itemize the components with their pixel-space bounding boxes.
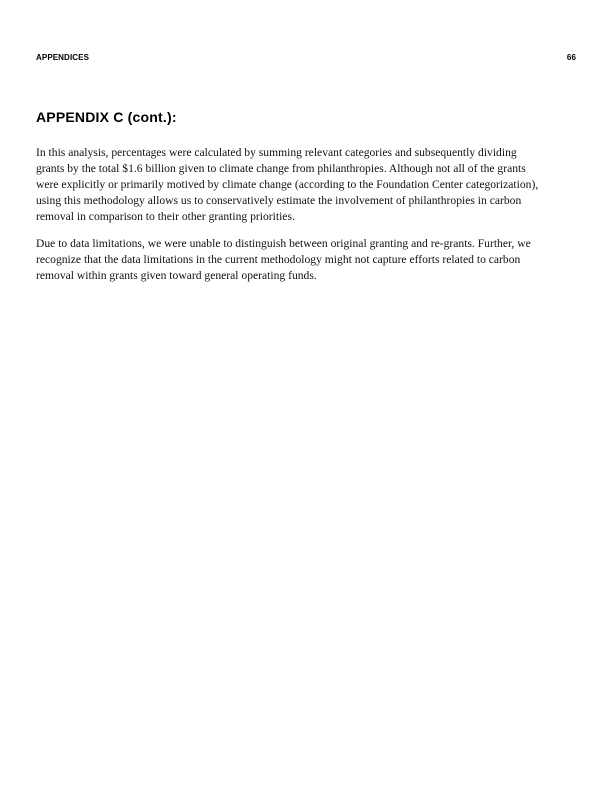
page-number: 66 bbox=[566, 53, 576, 62]
running-header-section: APPENDICES bbox=[36, 53, 90, 62]
text-line: removal in comparison to their other granting priorities. bbox=[36, 210, 295, 223]
paragraph-limitations bbox=[36, 236, 596, 284]
text-line: recognize that the data limitations in the current methodology might not capture efforts related to carbon bbox=[36, 253, 521, 266]
text-line: In this analysis, percentages were calculated by summing relevant categories and subsequently dividing bbox=[36, 146, 517, 159]
page-title: APPENDIX C (cont.): bbox=[36, 109, 177, 125]
paragraph-methodology bbox=[36, 145, 596, 225]
text-line: grants by the total $1.6 billion given to climate change from philanthropies. Although not all of the grants bbox=[36, 162, 526, 175]
text-line: Due to data limitations, we were unable to distinguish between original granting and re-grants. Further, we bbox=[36, 237, 531, 250]
text-line: using this methodology allows us to conservatively estimate the involvement of philanthropies in carbon bbox=[36, 194, 522, 207]
text-line: removal within grants given toward general operating funds. bbox=[36, 269, 317, 282]
text-line: were explicitly or primarily motived by climate change (according to the Foundation Center categorization), bbox=[36, 178, 539, 191]
